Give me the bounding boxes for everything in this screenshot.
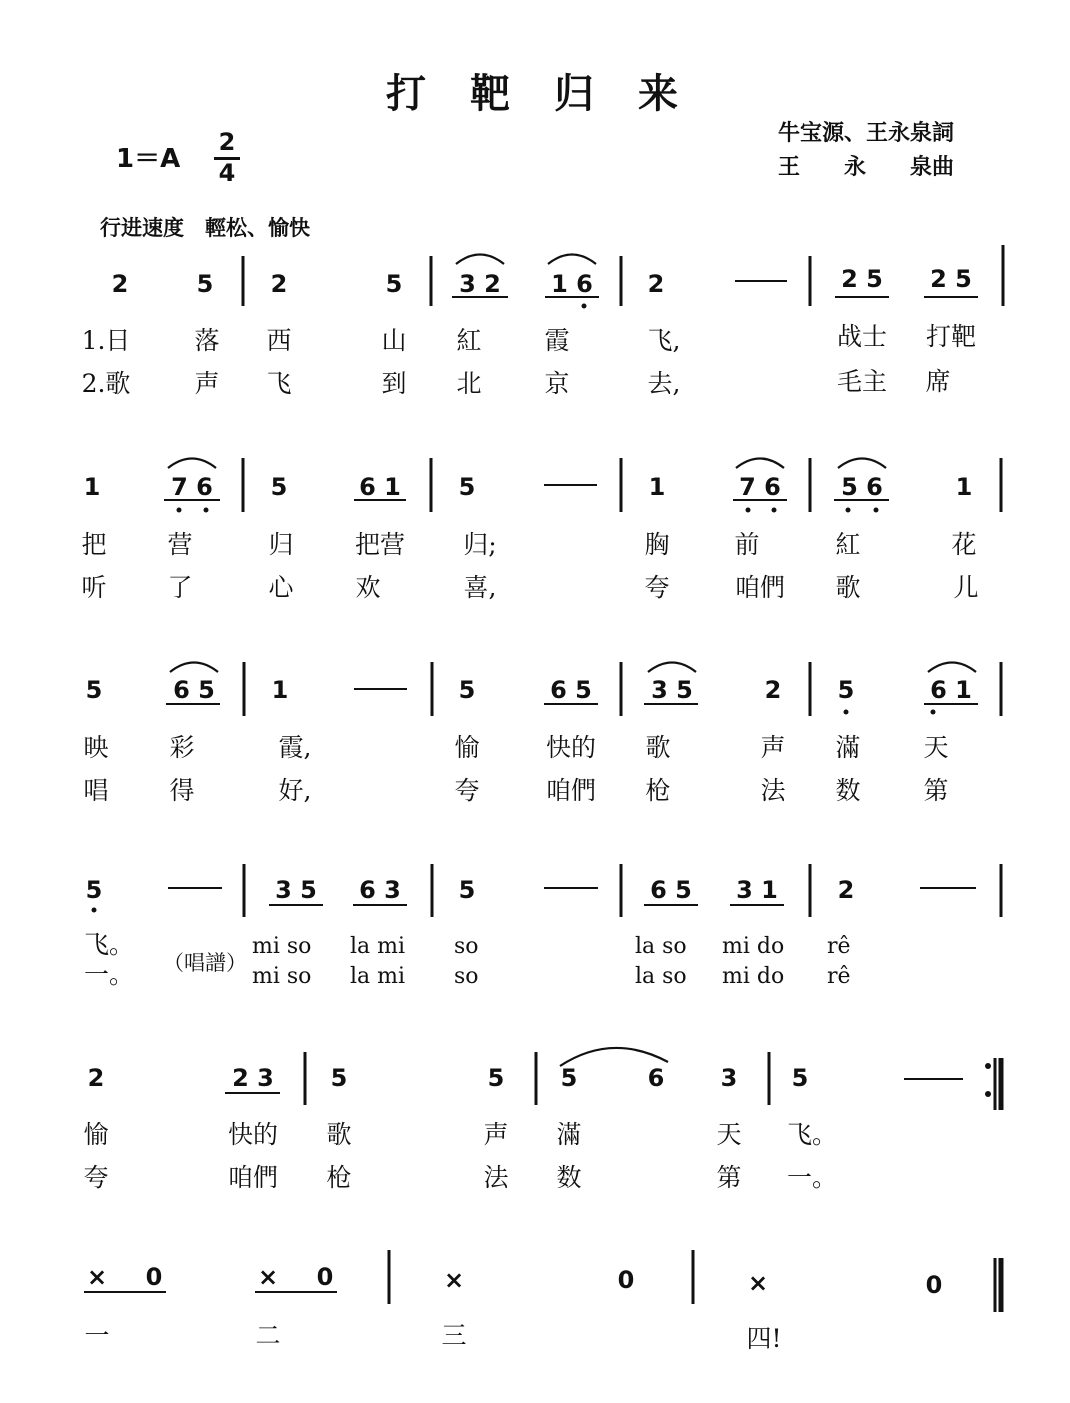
solfege-label: （唱譜） bbox=[163, 951, 247, 975]
lyric: 夸 bbox=[454, 776, 480, 805]
note: 7 6 bbox=[739, 473, 781, 501]
solfege: mi so bbox=[252, 934, 312, 959]
solfege: la so bbox=[635, 964, 687, 989]
lyric: 声 bbox=[194, 369, 220, 398]
line2-notes bbox=[84, 473, 973, 501]
lyric: 西 bbox=[266, 326, 292, 355]
note: 7 6 bbox=[171, 473, 213, 501]
lyric: 枪 bbox=[645, 776, 671, 805]
lyric: 把 bbox=[81, 530, 107, 559]
note: 5 bbox=[85, 876, 103, 904]
note: 6 1 bbox=[930, 676, 972, 704]
lyric: 咱們 bbox=[545, 776, 597, 805]
lyric: 声 bbox=[760, 733, 786, 762]
note: 5 bbox=[385, 270, 403, 298]
note: 6 5 bbox=[550, 676, 592, 704]
lyric: 落 bbox=[194, 326, 220, 355]
solfege: la mi bbox=[350, 964, 406, 989]
note: 3 1 bbox=[736, 876, 778, 904]
solfege: la so bbox=[635, 934, 687, 959]
lyric: 霞 bbox=[544, 326, 570, 355]
lyric: 毛主 bbox=[836, 367, 888, 396]
lyric: 夸 bbox=[644, 573, 670, 602]
lyric: 彩 bbox=[169, 733, 195, 762]
lyric: 飞 bbox=[266, 369, 292, 398]
note: 5 bbox=[330, 1064, 348, 1092]
lyric: 滿 bbox=[835, 733, 861, 762]
solfege: so bbox=[454, 964, 479, 989]
time-denominator: 4 bbox=[218, 159, 236, 187]
rhythm-rest: 0 bbox=[145, 1263, 163, 1291]
bar-lines bbox=[243, 245, 1003, 1312]
lyric: 天 bbox=[716, 1120, 742, 1149]
note: 6 3 bbox=[359, 876, 401, 904]
note: 2 bbox=[111, 270, 129, 298]
slur bbox=[736, 459, 784, 469]
lyric: 数 bbox=[835, 776, 861, 805]
lyric: 儿 bbox=[953, 573, 979, 602]
note: 1 bbox=[83, 473, 101, 501]
lyric: 得 bbox=[169, 776, 195, 805]
solfege: la mi bbox=[350, 934, 406, 959]
lyric: 快的 bbox=[545, 733, 597, 762]
lyric: 愉 bbox=[454, 733, 480, 762]
note: 5 bbox=[85, 676, 103, 704]
lyric: 滿 bbox=[556, 1120, 582, 1149]
lyric: 愉 bbox=[83, 1120, 109, 1149]
note: 2 bbox=[270, 270, 288, 298]
note: 6 bbox=[647, 1064, 665, 1092]
note: 3 5 bbox=[275, 876, 317, 904]
lyric: 一。 bbox=[84, 960, 135, 989]
octave-dots bbox=[92, 304, 992, 1098]
line6-rhythm bbox=[87, 1263, 942, 1299]
lyric: 天 bbox=[923, 733, 949, 762]
lyric: 咱們 bbox=[734, 573, 786, 602]
lyric: 前 bbox=[734, 530, 760, 559]
lyric: 枪 bbox=[326, 1163, 352, 1192]
lyric: 胸 bbox=[644, 530, 670, 559]
line1-lyrics bbox=[82, 322, 976, 398]
lyric: 心 bbox=[268, 573, 294, 602]
slur bbox=[548, 255, 596, 265]
lyric: 战士 bbox=[836, 322, 888, 351]
lyric: 1.日 bbox=[81, 326, 131, 355]
note: 1 6 bbox=[551, 270, 593, 298]
lyric: 紅 bbox=[456, 326, 482, 355]
note: 1 bbox=[955, 473, 973, 501]
lyricist-credit: 牛宝源、王永泉詞 bbox=[778, 120, 955, 146]
note: 6 5 bbox=[650, 876, 692, 904]
solfege: rê bbox=[827, 964, 851, 989]
line4-notes bbox=[86, 876, 855, 904]
note: 5 bbox=[458, 473, 476, 501]
lyric: 了 bbox=[167, 573, 193, 602]
lyric: 营 bbox=[167, 530, 193, 559]
count: 一 bbox=[84, 1321, 110, 1350]
lyric: 数 bbox=[556, 1163, 582, 1192]
note: 3 bbox=[720, 1064, 738, 1092]
lyric: 花 bbox=[951, 530, 977, 559]
lyric: 打靶 bbox=[925, 322, 977, 351]
slur bbox=[170, 663, 218, 673]
solfege: so bbox=[454, 934, 479, 959]
line5-lyrics bbox=[83, 1120, 837, 1192]
note: 2 5 bbox=[841, 265, 883, 293]
lyric: 霞, bbox=[278, 733, 312, 762]
note: 1 bbox=[271, 676, 289, 704]
lyric: 映 bbox=[83, 733, 109, 762]
line3-lyrics bbox=[83, 733, 948, 805]
lyric: 听 bbox=[81, 573, 107, 602]
line2-lyrics bbox=[81, 530, 978, 602]
lyric: 第 bbox=[923, 776, 949, 805]
composer-credit: 王 永 泉曲 bbox=[778, 154, 955, 180]
solfege: rê bbox=[827, 934, 851, 959]
note: 5 bbox=[791, 1064, 809, 1092]
rhythm-beat: × bbox=[86, 1263, 108, 1291]
lyric: 歌 bbox=[835, 573, 861, 602]
note: 5 bbox=[458, 876, 476, 904]
lyric: 山 bbox=[381, 326, 407, 355]
note: 5 6 bbox=[841, 473, 883, 501]
note: 2 bbox=[764, 676, 782, 704]
lyric: 声 bbox=[483, 1120, 509, 1149]
lyric: 到 bbox=[381, 369, 407, 398]
lyric: 2.歌 bbox=[81, 369, 131, 398]
note: 5 bbox=[837, 676, 855, 704]
line1-notes bbox=[112, 265, 972, 298]
slur bbox=[168, 459, 216, 469]
lyric: 法 bbox=[483, 1163, 509, 1192]
lyric: 把营 bbox=[354, 530, 406, 559]
slur bbox=[928, 663, 976, 673]
rhythm-beat: × bbox=[443, 1266, 465, 1294]
note: 6 5 bbox=[173, 676, 215, 704]
rhythm-rest: 0 bbox=[617, 1266, 635, 1294]
lyric: 京 bbox=[544, 369, 570, 398]
lyric: 歌 bbox=[645, 733, 671, 762]
lyric: 第 bbox=[716, 1163, 742, 1192]
note: 5 bbox=[196, 270, 214, 298]
lyric: 飞。 bbox=[84, 930, 135, 959]
note: 2 bbox=[647, 270, 665, 298]
lyric: 一。 bbox=[786, 1163, 838, 1192]
count: 三 bbox=[441, 1321, 467, 1350]
note: 5 bbox=[458, 676, 476, 704]
lyric: 唱 bbox=[83, 776, 109, 805]
note: 2 5 bbox=[930, 265, 972, 293]
song-title: 打靶归来 bbox=[386, 70, 722, 117]
lyric: 紅 bbox=[835, 530, 861, 559]
tempo-marking: 行进速度 輕松、愉快 bbox=[100, 215, 310, 240]
lyric: 夸 bbox=[83, 1163, 109, 1192]
note: 2 bbox=[837, 876, 855, 904]
note: 3 5 bbox=[651, 676, 693, 704]
rhythm-beat: × bbox=[747, 1269, 769, 1297]
solfege: mi do bbox=[722, 964, 785, 989]
line4-lyrics bbox=[84, 930, 851, 989]
slur bbox=[648, 663, 696, 673]
lyric: 快的 bbox=[227, 1120, 279, 1149]
lyric: 归; bbox=[463, 530, 497, 559]
note: 5 bbox=[487, 1064, 505, 1092]
note: 5 bbox=[270, 473, 288, 501]
note: 1 bbox=[648, 473, 666, 501]
line3-notes bbox=[86, 676, 972, 704]
lyric: 去, bbox=[647, 369, 681, 398]
lyric: 归 bbox=[268, 530, 294, 559]
key-signature: 1＝A bbox=[116, 144, 181, 174]
lyric: 喜, bbox=[463, 573, 497, 602]
note: 2 3 bbox=[232, 1064, 274, 1092]
line6-counts bbox=[84, 1321, 781, 1353]
lyric: 好, bbox=[278, 776, 312, 805]
lyric: 法 bbox=[760, 776, 786, 805]
lyric: 北 bbox=[456, 369, 482, 398]
time-numerator: 2 bbox=[218, 128, 236, 156]
rhythm-rest: 0 bbox=[316, 1263, 334, 1291]
lyric: 欢 bbox=[355, 573, 381, 602]
slur bbox=[456, 255, 504, 265]
note: 6 1 bbox=[359, 473, 401, 501]
lyric: 歌 bbox=[326, 1120, 352, 1149]
rhythm-beat: × bbox=[257, 1263, 279, 1291]
lyric: 飞, bbox=[647, 326, 681, 355]
note: 3 2 bbox=[459, 270, 501, 298]
solfege: mi do bbox=[722, 934, 785, 959]
rhythm-rest: 0 bbox=[925, 1271, 943, 1299]
lyric: 飞。 bbox=[786, 1120, 838, 1149]
count: 四! bbox=[746, 1324, 782, 1353]
slur bbox=[838, 459, 886, 469]
note: 5 bbox=[560, 1064, 578, 1092]
note: 2 bbox=[87, 1064, 105, 1092]
lyric: 咱們 bbox=[227, 1163, 279, 1192]
count: 二 bbox=[255, 1321, 281, 1350]
solfege: mi so bbox=[252, 964, 312, 989]
line5-notes bbox=[88, 1064, 809, 1092]
lyric: 席 bbox=[925, 367, 951, 396]
